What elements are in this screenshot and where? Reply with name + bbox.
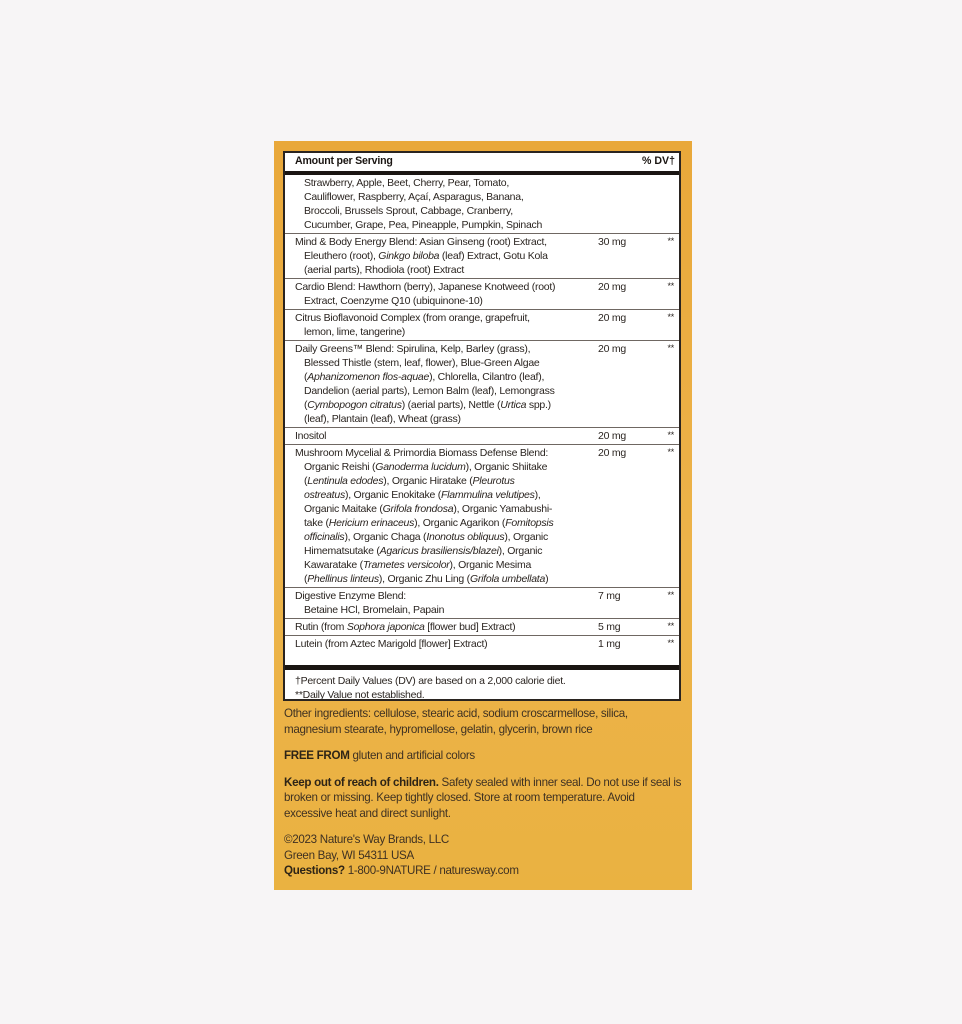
ingredient-line: (Cymbopogon citratus) (aerial parts), Nettle (Urtica spp.): [304, 399, 551, 411]
amount: 1 mg: [598, 638, 621, 650]
questions-label: Questions?: [284, 864, 345, 877]
ingredient-line: Lutein (from Aztec Marigold [flower] Extract): [295, 638, 488, 650]
ingredient-line: Blessed Thistle (stem, leaf, flower), Blue-Green Algae: [304, 357, 540, 369]
daily-value: **: [667, 447, 674, 457]
daily-value: **: [667, 281, 674, 291]
ingredient-description: [285, 175, 679, 233]
ingredient-line: Digestive Enzyme Blend:: [295, 590, 406, 602]
ingredient-description: [285, 445, 679, 587]
amount: 20 mg: [598, 343, 626, 355]
daily-value: **: [667, 312, 674, 322]
supplement-label: [274, 141, 692, 890]
ingredient-line: Organic Maitake (Grifola frondosa), Organic Yamabushi-: [304, 503, 553, 515]
ingredient-row: [285, 341, 679, 428]
ingredient-line: Kawaratake (Trametes versicolor), Organic Mesima: [304, 559, 532, 571]
free-from-text: gluten and artificial colors: [349, 749, 475, 762]
address: Green Bay, WI 54311 USA: [284, 848, 414, 862]
ingredient-row: [285, 636, 679, 652]
ingredient-row: [285, 428, 679, 445]
daily-value: **: [667, 621, 674, 631]
ingredient-line: (Aphanizomenon flos-aquae), Chlorella, Cilantro (leaf),: [304, 371, 545, 383]
daily-value: **: [667, 638, 674, 648]
ingredient-line: Strawberry, Apple, Beet, Cherry, Pear, Tomato,: [304, 177, 510, 189]
ingredient-row: [285, 175, 679, 234]
daily-value: **: [667, 236, 674, 246]
other-ingredients: Other ingredients: cellulose, stearic acid, sodium croscarmellose, silica, magnesium stearate, hypromellose, gelatin, glycerin, brown rice: [284, 707, 628, 736]
warning-label: Keep out of reach of children.: [284, 775, 439, 789]
ingredient-line: (leaf), Plantain (leaf), Wheat (grass): [304, 413, 461, 425]
ingredient-line: Mind & Body Energy Blend: Asian Ginseng (root) Extract,: [295, 236, 547, 248]
ingredient-line: take (Hericium erinaceus), Organic Agarikon (Fomitopsis: [304, 517, 554, 529]
footnote-dv-not-established: **Daily Value not established.: [295, 689, 425, 701]
ingredient-line: Inositol: [295, 430, 327, 442]
warning-statement: [284, 775, 682, 822]
amount: 7 mg: [598, 590, 621, 602]
amount: 20 mg: [598, 430, 626, 442]
questions-contact: 1-800-9NATURE / naturesway.com: [344, 864, 519, 877]
ingredient-line: Rutin (from Sophora japonica [flower bud] Extract): [295, 621, 516, 633]
ingredient-line: Citrus Bioflavonoid Complex (from orange, grapefruit,: [295, 312, 530, 324]
ingredient-line: (Phellinus linteus), Organic Zhu Ling (Grifola umbellata): [304, 573, 549, 585]
amount: 20 mg: [598, 447, 626, 459]
ingredient-row: [285, 588, 679, 619]
amount: 20 mg: [598, 312, 626, 324]
daily-value: **: [667, 430, 674, 440]
ingredient-line: Mushroom Mycelial & Primordia Biomass Defense Blend:: [295, 447, 549, 459]
ingredient-line: Extract, Coenzyme Q10 (ubiquinone-10): [304, 295, 483, 307]
ingredient-line: Cauliflower, Raspberry, Açaí, Asparagus, Banana,: [304, 191, 524, 203]
ingredient-line: Organic Reishi (Ganoderma lucidum), Organic Shiitake: [304, 461, 548, 473]
ingredient-line: Eleuthero (root), Ginkgo biloba (leaf) Extract, Gotu Kola: [304, 250, 548, 262]
ingredient-rows: [285, 175, 679, 652]
free-from-statement: [284, 748, 682, 764]
amount: 30 mg: [598, 236, 626, 248]
ingredient-line: Dandelion (aerial parts), Lemon Balm (leaf), Lemongrass: [304, 385, 555, 397]
panel-footnotes: [285, 665, 679, 702]
ingredient-row: [285, 234, 679, 279]
ingredient-row: [285, 279, 679, 310]
company-info: [284, 832, 682, 879]
ingredient-line: Betaine HCl, Bromelain, Papain: [304, 604, 445, 616]
label-text: [284, 706, 682, 879]
ingredient-line: lemon, lime, tangerine): [304, 326, 406, 338]
daily-value-heading: % DV†: [642, 155, 675, 167]
ingredient-line: Cucumber, Grape, Pea, Pineapple, Pumpkin, Spinach: [304, 219, 543, 231]
contact: [284, 863, 682, 879]
ingredient-line: Broccoli, Brussels Sprout, Cabbage, Cranberry,: [304, 205, 513, 217]
panel-header: [285, 153, 679, 175]
free-from-label: FREE FROM: [284, 749, 350, 762]
footnote-percent-dv: †Percent Daily Values (DV) are based on a 2,000 calorie diet.: [295, 675, 566, 687]
ingredient-row: [285, 310, 679, 341]
ingredient-row: [285, 619, 679, 636]
ingredient-line: (aerial parts), Rhodiola (root) Extract: [304, 264, 465, 276]
amount: 20 mg: [598, 281, 626, 293]
ingredient-line: officinalis), Organic Chaga (Inonotus obliquus), Organic: [304, 531, 548, 543]
daily-value: **: [667, 343, 674, 353]
warning-text: Safety sealed with inner seal. Do not use if seal is broken or missing. Keep tightly closed. Store at room temperature. Avoid excessive heat and direct sunlight.: [284, 775, 682, 820]
ingredient-line: (Lentinula edodes), Organic Hiratake (Pleurotus: [304, 475, 515, 487]
amount: 5 mg: [598, 621, 621, 633]
supplement-facts-panel: [283, 151, 681, 701]
daily-value: **: [667, 590, 674, 600]
copyright: ©2023 Nature's Way Brands, LLC: [284, 833, 450, 846]
amount-per-serving-heading: Amount per Serving: [295, 155, 393, 167]
ingredient-row: [285, 445, 679, 588]
ingredient-line: Cardio Blend: Hawthorn (berry), Japanese Knotweed (root): [295, 281, 556, 293]
ingredient-line: Daily Greens™ Blend: Spirulina, Kelp, Barley (grass),: [295, 343, 531, 355]
ingredient-line: Himematsutake (Agaricus brasiliensis/blazei), Organic: [304, 545, 543, 557]
ingredient-line: ostreatus), Organic Enokitake (Flammulina velutipes),: [304, 489, 541, 501]
